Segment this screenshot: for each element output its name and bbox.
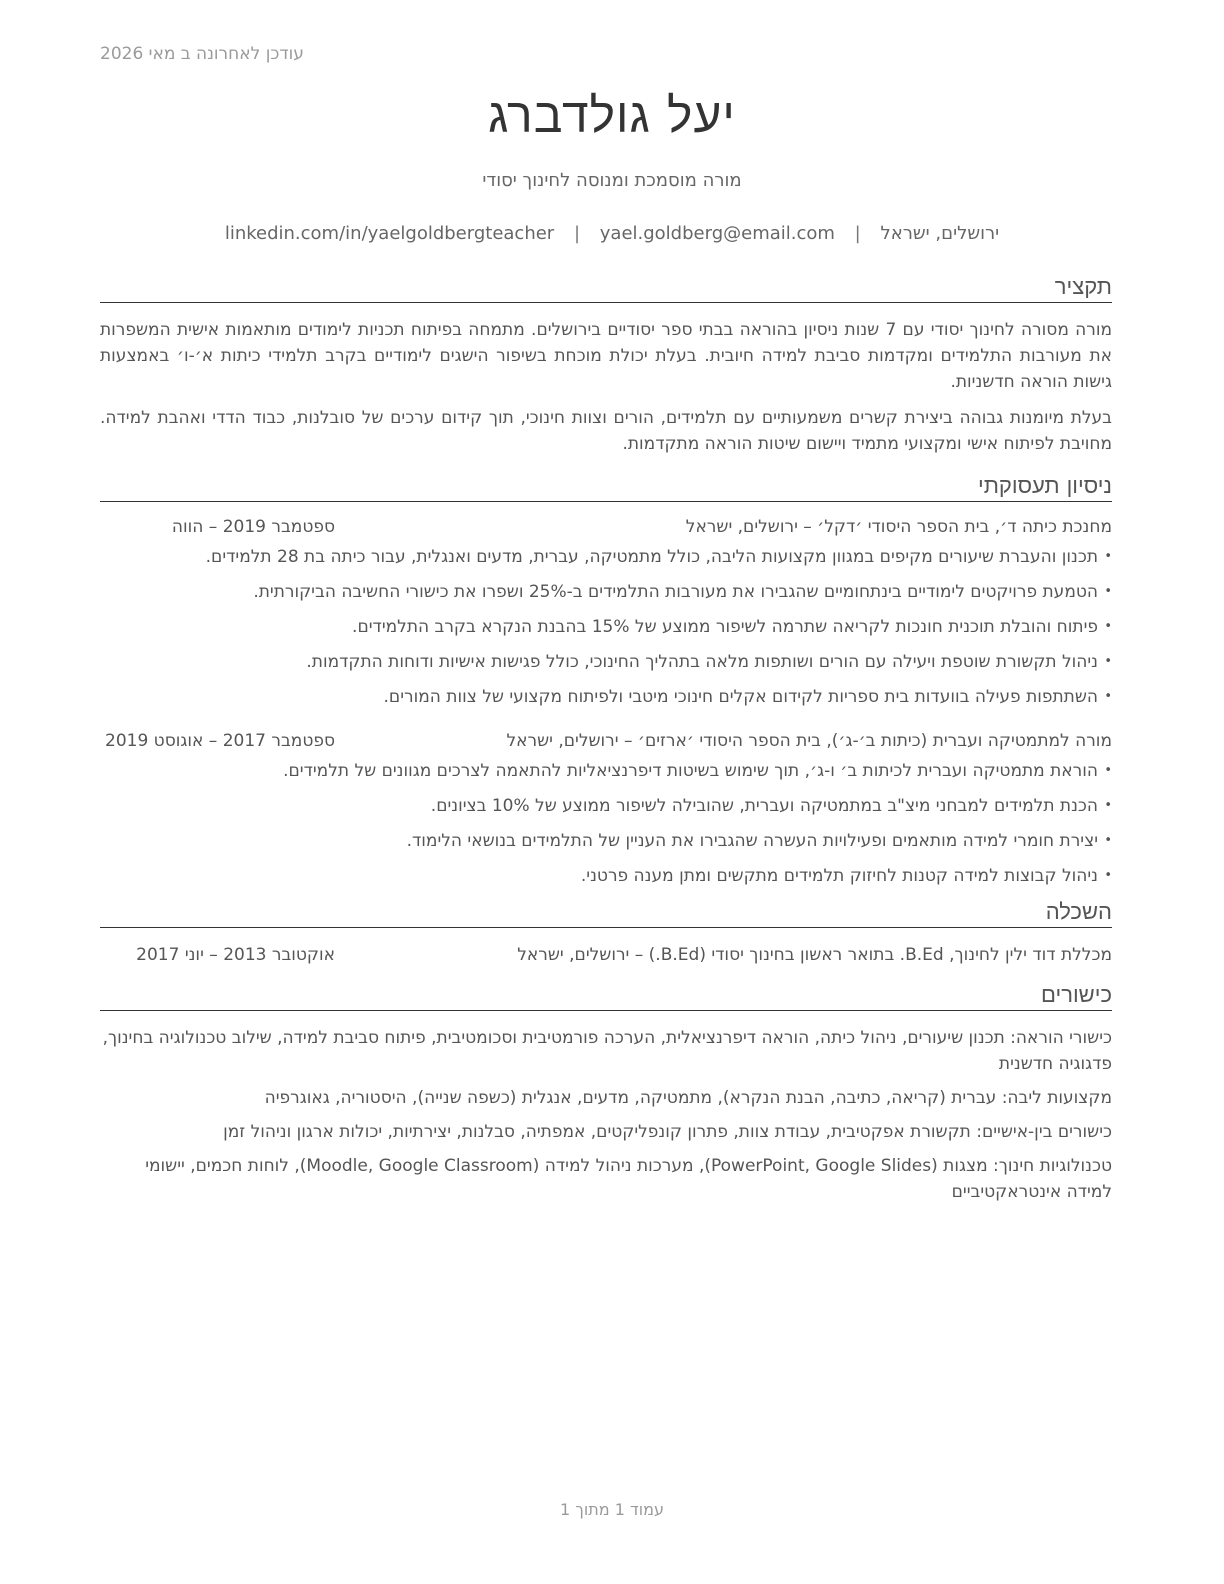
job-title: מחנכת כיתה ד׳, בית הספר היסודי ׳דקל׳ – ירושלים, ישראל: [685, 517, 1112, 537]
contact-separator: |: [573, 223, 581, 244]
job-date: ספטמבר 2019 – הווה: [171, 517, 335, 537]
section-title-experience: ניסיון תעסוקתי: [100, 473, 1112, 502]
candidate-name: יעל גולדברג: [488, 88, 736, 144]
last-updated: עודכן לאחרונה ב מאי 2026: [100, 44, 304, 64]
contact-separator: |: [854, 223, 861, 244]
page-number: עמוד 1 מתוך 1: [560, 1500, 664, 1519]
skill-line: מקצועות ליבה: עברית (קריאה, כתיבה, הבנת הנקרא), מתמטיקה, מדעים, אנגלית (כשפה שנייה), היסטוריה, גאוגרפיה: [264, 1088, 1112, 1108]
candidate-subtitle: מורה מוסמכת ומנוסה לחינוך יסודי: [482, 170, 742, 191]
list-item: • תכנון והעברת שיעורים מקיפים במגוון מקצועות הליבה, כולל מתמטיקה, עברית, מדעים ואנגלית, עבור כיתה בת 28 תלמידים.: [100, 544, 1112, 570]
job-date: ספטמבר 2017 – אוגוסט 2019: [105, 731, 335, 751]
contact-location: ירושלים, ישראל: [880, 223, 1000, 244]
list-item: • ניהול תקשורת שוטפת ויעילה עם הורים ושותפות מלאה בתהליך החינוכי, כולל פגישות אישיות ודוחות התקדמות.: [100, 649, 1112, 675]
list-item: • הכנת תלמידים למבחני מיצ"ב במתמטיקה ועברית, שהובילה לשיפור ממוצע של 10% בציונים.: [100, 793, 1112, 819]
job-header: [100, 514, 1112, 540]
section-title-summary: תקציר: [100, 274, 1112, 303]
summary-paragraph: בעלת מיומנות גבוהה ביצירת קשרים משמעותיים עם תלמידים, הורים וצוות חינוכי, תוך קידום ערכים של סובלנות, כבוד הדדי ואהבת למידה. מחויבת לפיתוח אישי ומקצועי מתמיד ויישום שיטות הוראה מתקדמות.: [100, 408, 1112, 454]
education-entry: [100, 942, 1112, 968]
skill-line: כישורים בין-אישיים: תקשורת אפקטיבית, עבודת צוות, פתרון קונפליקטים, אמפתיה, סבלנות, יצירתיות, יכולות ארגון וניהול זמן: [223, 1122, 1112, 1142]
list-item: • פיתוח והובלת תוכנית חונכות לקריאה שתרמה לשיפור ממוצע של 15% בהבנת הנקרא בקרב התלמידים.: [100, 614, 1112, 640]
list-item: • הטמעת פרויקטים לימודיים בינתחומיים שהגבירו את מעורבות התלמידים ב-25% ושפרו את כישורי החשיבה הביקורתית.: [100, 579, 1112, 605]
resume-body: [100, 274, 1112, 1213]
list-item: • הוראת מתמטיקה ועברית לכיתות ב׳ ו-ג׳, תוך שימוש בשיטות דיפרנציאליות להתאמה לצרכים מגוונים של תלמידים.: [100, 758, 1112, 784]
job-header: [100, 728, 1112, 754]
list-item: • יצירת חומרי למידה מותאמים ופעילויות העשרה שהגבירו את העניין של התלמידים בנושאי הלימוד.: [100, 828, 1112, 854]
education-title: מכללת דוד ילין לחינוך, B.Ed. בתואר ראשון בחינוך יסודי (B.Ed.) – ירושלים, ישראל: [517, 945, 1112, 965]
contact-line: [0, 223, 1224, 244]
section-title-education: השכלה: [100, 899, 1112, 928]
education-date: אוקטובר 2013 – יוני 2017: [136, 945, 335, 965]
job-entry: [100, 514, 1112, 710]
skill-line: כישורי הוראה: תכנון שיעורים, ניהול כיתה, הוראה דיפרנציאלית, הערכה פורמטיבית וסכומטיבית, פיתוח סביבת למידה, שילוב טכנולוגיה בחינוך, פדגוגיה חדשנית: [102, 1028, 1112, 1074]
skill-line: טכנולוגיות חינוך: מצגות (PowerPoint, Google Slides), מערכות ניהול למידה (Moodle, Google Classroom), לוחות חכמים, יישומי למידה אינטראקטיביים: [145, 1156, 1112, 1202]
job-entry: [100, 728, 1112, 889]
job-title: מורה למתמטיקה ועברית (כיתות ב׳-ג׳), בית הספר היסודי ׳ארזים׳ – ירושלים, ישראל: [506, 731, 1112, 751]
job-bullets: [100, 544, 1112, 710]
section-title-skills: כישורים: [100, 982, 1112, 1011]
skills-list: [100, 1025, 1112, 1205]
contact-email[interactable]: yael.goldberg@email.com: [599, 223, 835, 244]
list-item: • ניהול קבוצות למידה קטנות לחיזוק תלמידים מתקשים ומתן מענה פרטני.: [100, 863, 1112, 889]
contact-linkedin[interactable]: linkedin.com/in/yaelgoldbergteacher: [224, 223, 555, 244]
job-bullets: [100, 758, 1112, 889]
list-item: • השתתפות פעילה בוועדות בית ספריות לקידום אקלים חינוכי מיטבי ולפיתוח מקצועי של צוות המורים.: [100, 684, 1112, 710]
summary-paragraph: מורה מסורה לחינוך יסודי עם 7 שנות ניסיון בהוראה בבתי ספר יסודיים בירושלים. מתמחה בפיתוח תכניות לימודים מותאמות אישית המשפרות את מעורבות התלמידים ומקדמות סביבת למידה חיובית. בעלת יכולת מוכחת בשיפור הישגים לימודיים בקרב תלמידי כיתות א׳-ו׳ באמצעות גישות הוראה חדשניות.: [100, 320, 1113, 392]
